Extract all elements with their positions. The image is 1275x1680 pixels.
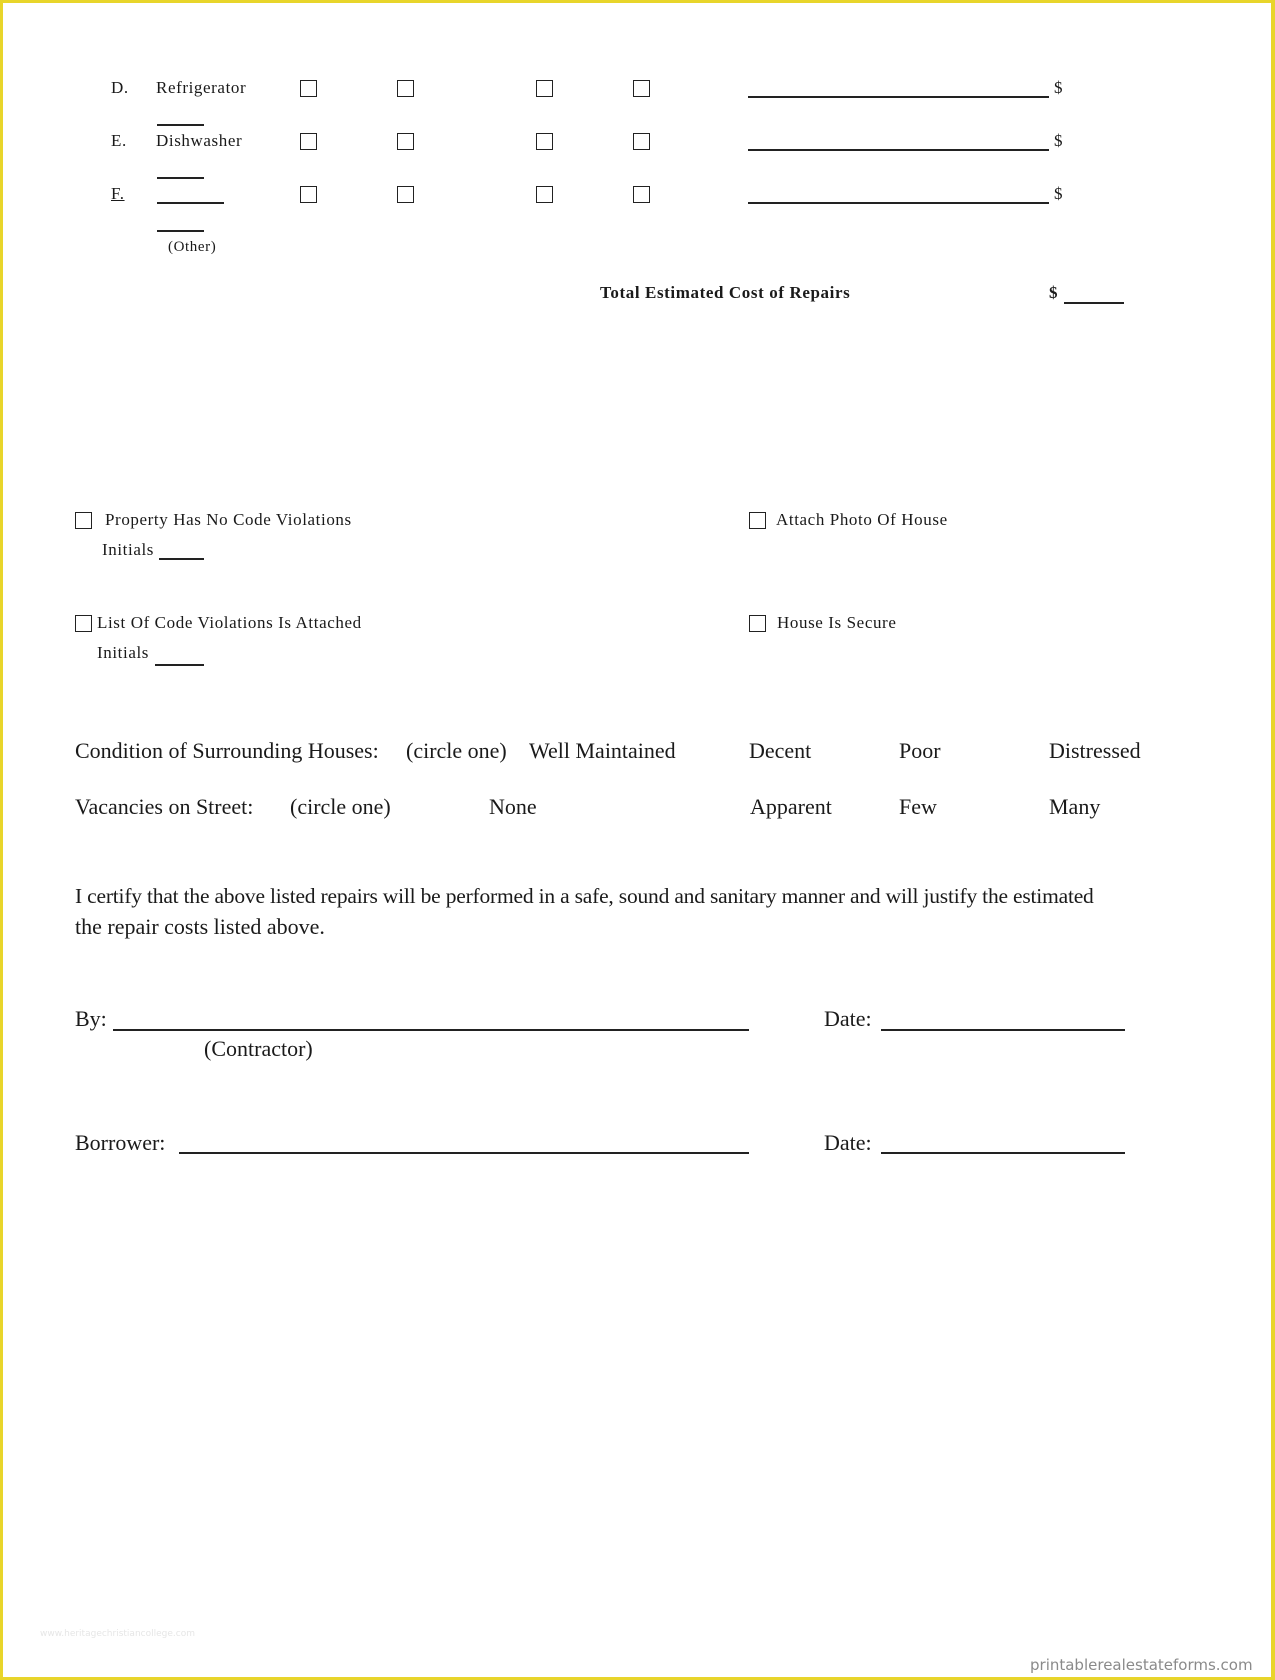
initials-label: Initials [97, 643, 150, 662]
dollar-sign: $ [1054, 131, 1064, 150]
item-underline [157, 177, 204, 179]
total-cost-label: Total Estimated Cost of Repairs [600, 283, 851, 302]
house-secure-label: House Is Secure [777, 613, 897, 632]
condition-label: Condition of Surrounding Houses: [75, 738, 379, 763]
dollar-sign: $ [1049, 283, 1059, 302]
circle-one-hint: (circle one) [290, 794, 391, 819]
attach-photo-label: Attach Photo Of House [776, 510, 948, 529]
cost-line[interactable] [748, 149, 1049, 151]
no-violations-checkbox[interactable] [75, 512, 92, 529]
contractor-signature-line[interactable] [113, 1029, 749, 1031]
initials-label: Initials [102, 540, 155, 559]
vacancies-label: Vacancies on Street: [75, 794, 254, 819]
site-watermark: printablerealestateforms.com [1030, 1656, 1253, 1674]
condition-option[interactable]: Decent [749, 738, 812, 763]
checkbox[interactable] [633, 133, 650, 150]
vacancies-option[interactable]: Few [899, 794, 937, 819]
borrower-label: Borrower: [75, 1130, 166, 1155]
checkbox[interactable] [536, 186, 553, 203]
checkbox[interactable] [397, 186, 414, 203]
item-name: Refrigerator [156, 78, 247, 97]
by-label: By: [75, 1006, 107, 1031]
certify-text-line-2: the repair costs listed above. [75, 914, 325, 939]
checkbox[interactable] [300, 80, 317, 97]
checkbox[interactable] [536, 80, 553, 97]
item-letter: D. [111, 78, 129, 97]
checkbox[interactable] [300, 186, 317, 203]
checkbox[interactable] [633, 80, 650, 97]
contractor-date-line[interactable] [881, 1029, 1125, 1031]
no-violations-label: Property Has No Code Violations [105, 510, 352, 529]
date-label: Date: [824, 1006, 872, 1031]
cost-line[interactable] [748, 202, 1049, 204]
item-name: Dishwasher [156, 131, 243, 150]
vacancies-option[interactable]: Many [1049, 794, 1101, 819]
vacancies-option[interactable]: None [489, 794, 537, 819]
initials-line[interactable] [159, 558, 204, 560]
borrower-date-line[interactable] [881, 1152, 1125, 1154]
list-attached-label: List Of Code Violations Is Attached [97, 613, 362, 632]
checkbox[interactable] [300, 133, 317, 150]
dollar-sign: $ [1054, 78, 1064, 97]
other-name-line[interactable] [157, 202, 224, 204]
faint-watermark: www.heritagechristiancollege.com [40, 1629, 195, 1639]
date-label: Date: [824, 1130, 872, 1155]
checkbox[interactable] [633, 186, 650, 203]
list-attached-checkbox[interactable] [75, 615, 92, 632]
vacancies-option[interactable]: Apparent [750, 794, 832, 819]
certify-text-line-1: I certify that the above listed repairs will be performed in a safe, sound and sanitary manner and will justify the estimated [75, 884, 1094, 908]
other-label: (Other) [168, 239, 217, 255]
checkbox[interactable] [536, 133, 553, 150]
house-secure-checkbox[interactable] [749, 615, 766, 632]
dollar-sign: $ [1054, 184, 1064, 203]
condition-option[interactable]: Poor [899, 738, 941, 763]
initials-line[interactable] [155, 664, 204, 666]
attach-photo-checkbox[interactable] [749, 512, 766, 529]
item-letter: E. [111, 131, 127, 150]
condition-option[interactable]: Distressed [1049, 738, 1141, 763]
contractor-label: (Contractor) [204, 1036, 313, 1061]
checkbox[interactable] [397, 80, 414, 97]
circle-one-hint: (circle one) [406, 738, 507, 763]
item-underline [157, 124, 204, 126]
item-underline [157, 230, 204, 232]
borrower-signature-line[interactable] [179, 1152, 749, 1154]
condition-option[interactable]: Well Maintained [529, 738, 676, 763]
cost-line[interactable] [748, 96, 1049, 98]
checkbox[interactable] [397, 133, 414, 150]
item-letter: F. [111, 184, 125, 203]
total-cost-line[interactable] [1064, 302, 1124, 304]
